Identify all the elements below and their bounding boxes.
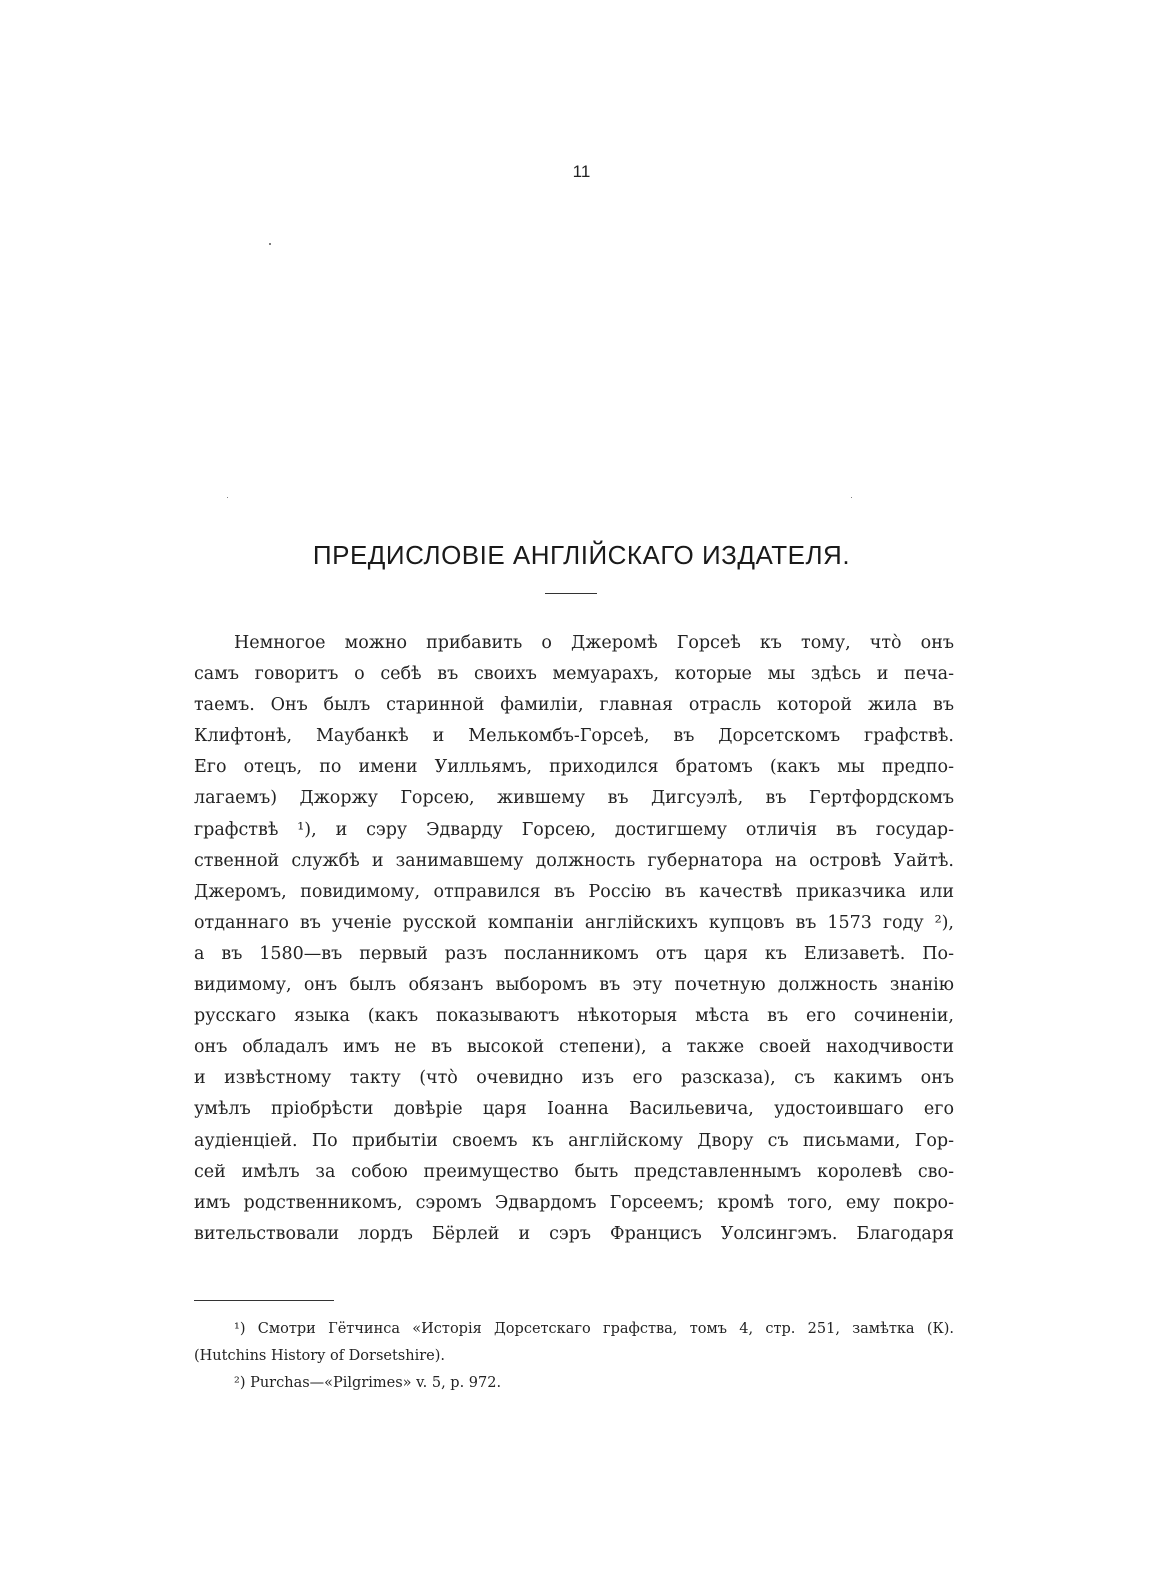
title-divider [545,593,597,594]
body-line: аудіенціей. По прибытіи своемъ къ англійскому Двору съ письмами, Гор- [194,1130,954,1151]
scan-speck [269,243,271,245]
body-line: Клифтонѣ, Маубанкѣ и Мелькомбъ-Горсеѣ, въ Дорсетскомъ графствѣ. [194,726,954,747]
body-line: онъ обладалъ имъ не въ высокой степени), а также своей находчивости [194,1037,954,1058]
body-line: Джеромъ, повидимому, отправился въ Россію въ качествѣ приказчика или [194,881,954,902]
body-line: имъ родственникомъ, сэромъ Эдвардомъ Горсеемъ; кромѣ того, ему покро- [194,1192,954,1213]
body-line: и извѣстному такту (что̀ очевидно изъ его разсказа), съ какимъ онъ [194,1068,954,1089]
section-title: ПРЕДИСЛОВІЕ АНГЛІЙСКАГО ИЗДАТЕЛЯ. [312,540,851,571]
scan-speck [851,497,852,498]
body-line: Его отецъ, по имени Уилльямъ, приходился братомъ (какъ мы предпо- [194,757,954,778]
body-line: сей имѣлъ за собою преимущество быть представленнымъ королевѣ сво- [194,1161,954,1182]
body-line: отданнаго въ ученіе русской компаніи англійскихъ купцовъ въ 1573 году ²), [194,912,954,933]
footnote-divider [194,1300,334,1301]
body-line: а въ 1580—въ первый разъ посланникомъ отъ царя къ Елизаветѣ. По- [194,943,954,964]
scan-speck [227,497,228,498]
body-line: ственной службѣ и занимавшему должность губернатора на островѣ Уайтѣ. [194,850,954,871]
footnotes [194,1316,954,1397]
body-text [194,628,954,1250]
footnote-1-continuation: (Hutchins History of Dorsetshire). [194,1348,446,1364]
page-number: 11 [572,162,591,181]
body-line: таемъ. Онъ былъ старинной фамиліи, главная отрасль которой жила въ [194,695,954,716]
body-line: умѣлъ пріобрѣсти довѣріе царя Іоанна Васильевича, удостоившаго его [194,1099,954,1120]
footnote-2: ²) Purchas—«Pilgrimes» v. 5, p. 972. [234,1375,502,1391]
body-line: видимому, онъ былъ обязанъ выборомъ въ эту почетную должность знанію [194,975,954,996]
body-line: самъ говоритъ о себѣ въ своихъ мемуарахъ, которые мы здѣсь и печа- [194,664,954,685]
body-line: Немногое можно прибавить о Джеромѣ Горсеѣ къ тому, что̀ онъ [234,633,954,653]
body-line: графствѣ ¹), и сэру Эдварду Горсею, достигшему отличія въ государ- [194,819,954,840]
footnote-1: ¹) Смотри Гётчинса «Исторія Дорсетскаго графства, томъ 4, стр. 251, замѣтка (К). [234,1321,954,1337]
body-line: русскаго языка (какъ показываютъ нѣкоторыя мѣста въ его сочиненіи, [194,1006,954,1027]
body-line: лагаемъ) Джоржу Горсею, жившему въ Дигсуэлѣ, въ Гертфордскомъ [194,788,954,809]
body-line: вительствовали лордъ Бёрлей и сэръ Францисъ Уолсингэмъ. Благодаря [194,1223,954,1244]
